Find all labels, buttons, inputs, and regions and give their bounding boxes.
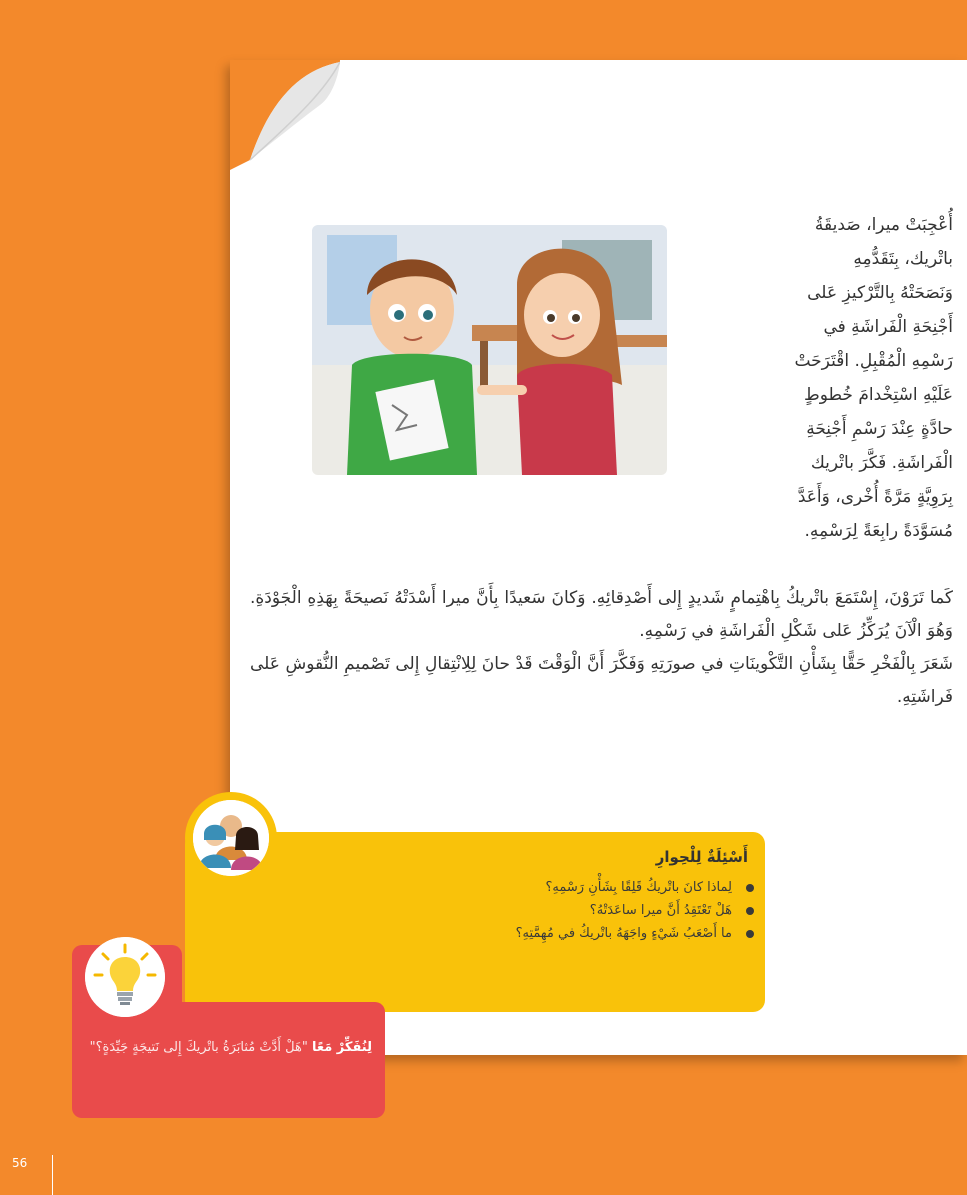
people-discussion-icon [193,800,269,876]
discussion-question: هَلْ تَعْتَقِدُ أَنَّ ميرا ساعَدَتْهُ؟ [430,899,758,922]
story-paragraph-3: شَعَرَ بِالْفَخْرِ حَقًّا بِشَأْنِ التَّكْوينَاتِ في صورَتِهِ وَفَكَّرَ أَنَّ الْوَقْتَ قَدْ حانَ لِلِانْتِقالِ إِلى تَصْميمِ النُّقوشِ عَلى فَراشَتِهِ. [250,654,953,707]
think-together-text [84,1037,372,1058]
story-line: بِرَوِيَّةٍ مَرَّةً أُخْرى، وَأَعَدَّ [797,487,953,507]
discussion-question: ما أَصْعَبُ شَيْءٍ واجَهَهُ باتْريكُ في مُهِمَّتِهِ؟ [430,922,758,945]
think-question: "هَلْ أَدَّتْ مُثابَرَةُ باتْريكَ إِلى نَتيجَةٍ جَيِّدَةٍ؟" [89,1040,308,1055]
story-illustration [312,225,667,475]
lightbulb-icon [85,937,165,1017]
story-line: الْفَراشَةِ. فَكَّرَ باتْريك [810,453,953,473]
story-paragraph-1 [683,208,953,548]
story-paragraph-2: كَما تَرَوْنَ، إِسْتَمَعَ باتْريكُ بِاهْتِمامٍ شَديدٍ إِلى أَصْدِقائِهِ. وَكانَ سَعيدًا بِأَنَّ ميرا أَسْدَتْهُ نَصيحَةً بِهَذِهِ الْجَوْدَةِ. وَهُوَ الْآنَ يُرَكِّزُ عَلى شَكْلِ الْفَراشَةِ في رَسْمِهِ. [250,588,953,641]
discussion-question-list [430,876,758,945]
footer-divider [52,1155,53,1195]
discussion-title: أَسْئِلَةٌ لِلْحِوارِ [655,848,748,866]
discussion-question: لِماذا كانَ باتْريكُ قَلِقًا بِشَأْنِ رَسْمِهِ؟ [430,876,758,899]
story-line: أُعْجِبَتْ ميرا، صَديقَةُ [814,215,953,235]
story-line: حادَّةٍ عِنْدَ رَسْمِ أَجْنِحَةِ [806,419,953,439]
page-number: 56 [12,1156,28,1170]
story-line: رَسْمِهِ الْمُقْبِلِ. اقْتَرَحَتْ [794,351,953,371]
story-line: أَجْنِحَةِ الْفَراشَةِ في [823,317,953,337]
story-line: باتْريك، بِتَقَدُّمِهِ [853,249,953,269]
think-together-box [72,1002,385,1118]
think-label: لِنُفَكِّرْ مَعًا [312,1040,372,1055]
story-continued [250,582,953,714]
story-line: عَلَيْهِ اسْتِخْدامَ خُطوطٍ [803,385,953,405]
story-line: وَنَصَحَتْهُ بِالتَّرْكيزِ عَلى [807,283,953,303]
page-curl-graphic [230,60,340,170]
story-line: مُسَوَّدَةً رابِعَةً لِرَسْمِهِ. [804,521,953,541]
